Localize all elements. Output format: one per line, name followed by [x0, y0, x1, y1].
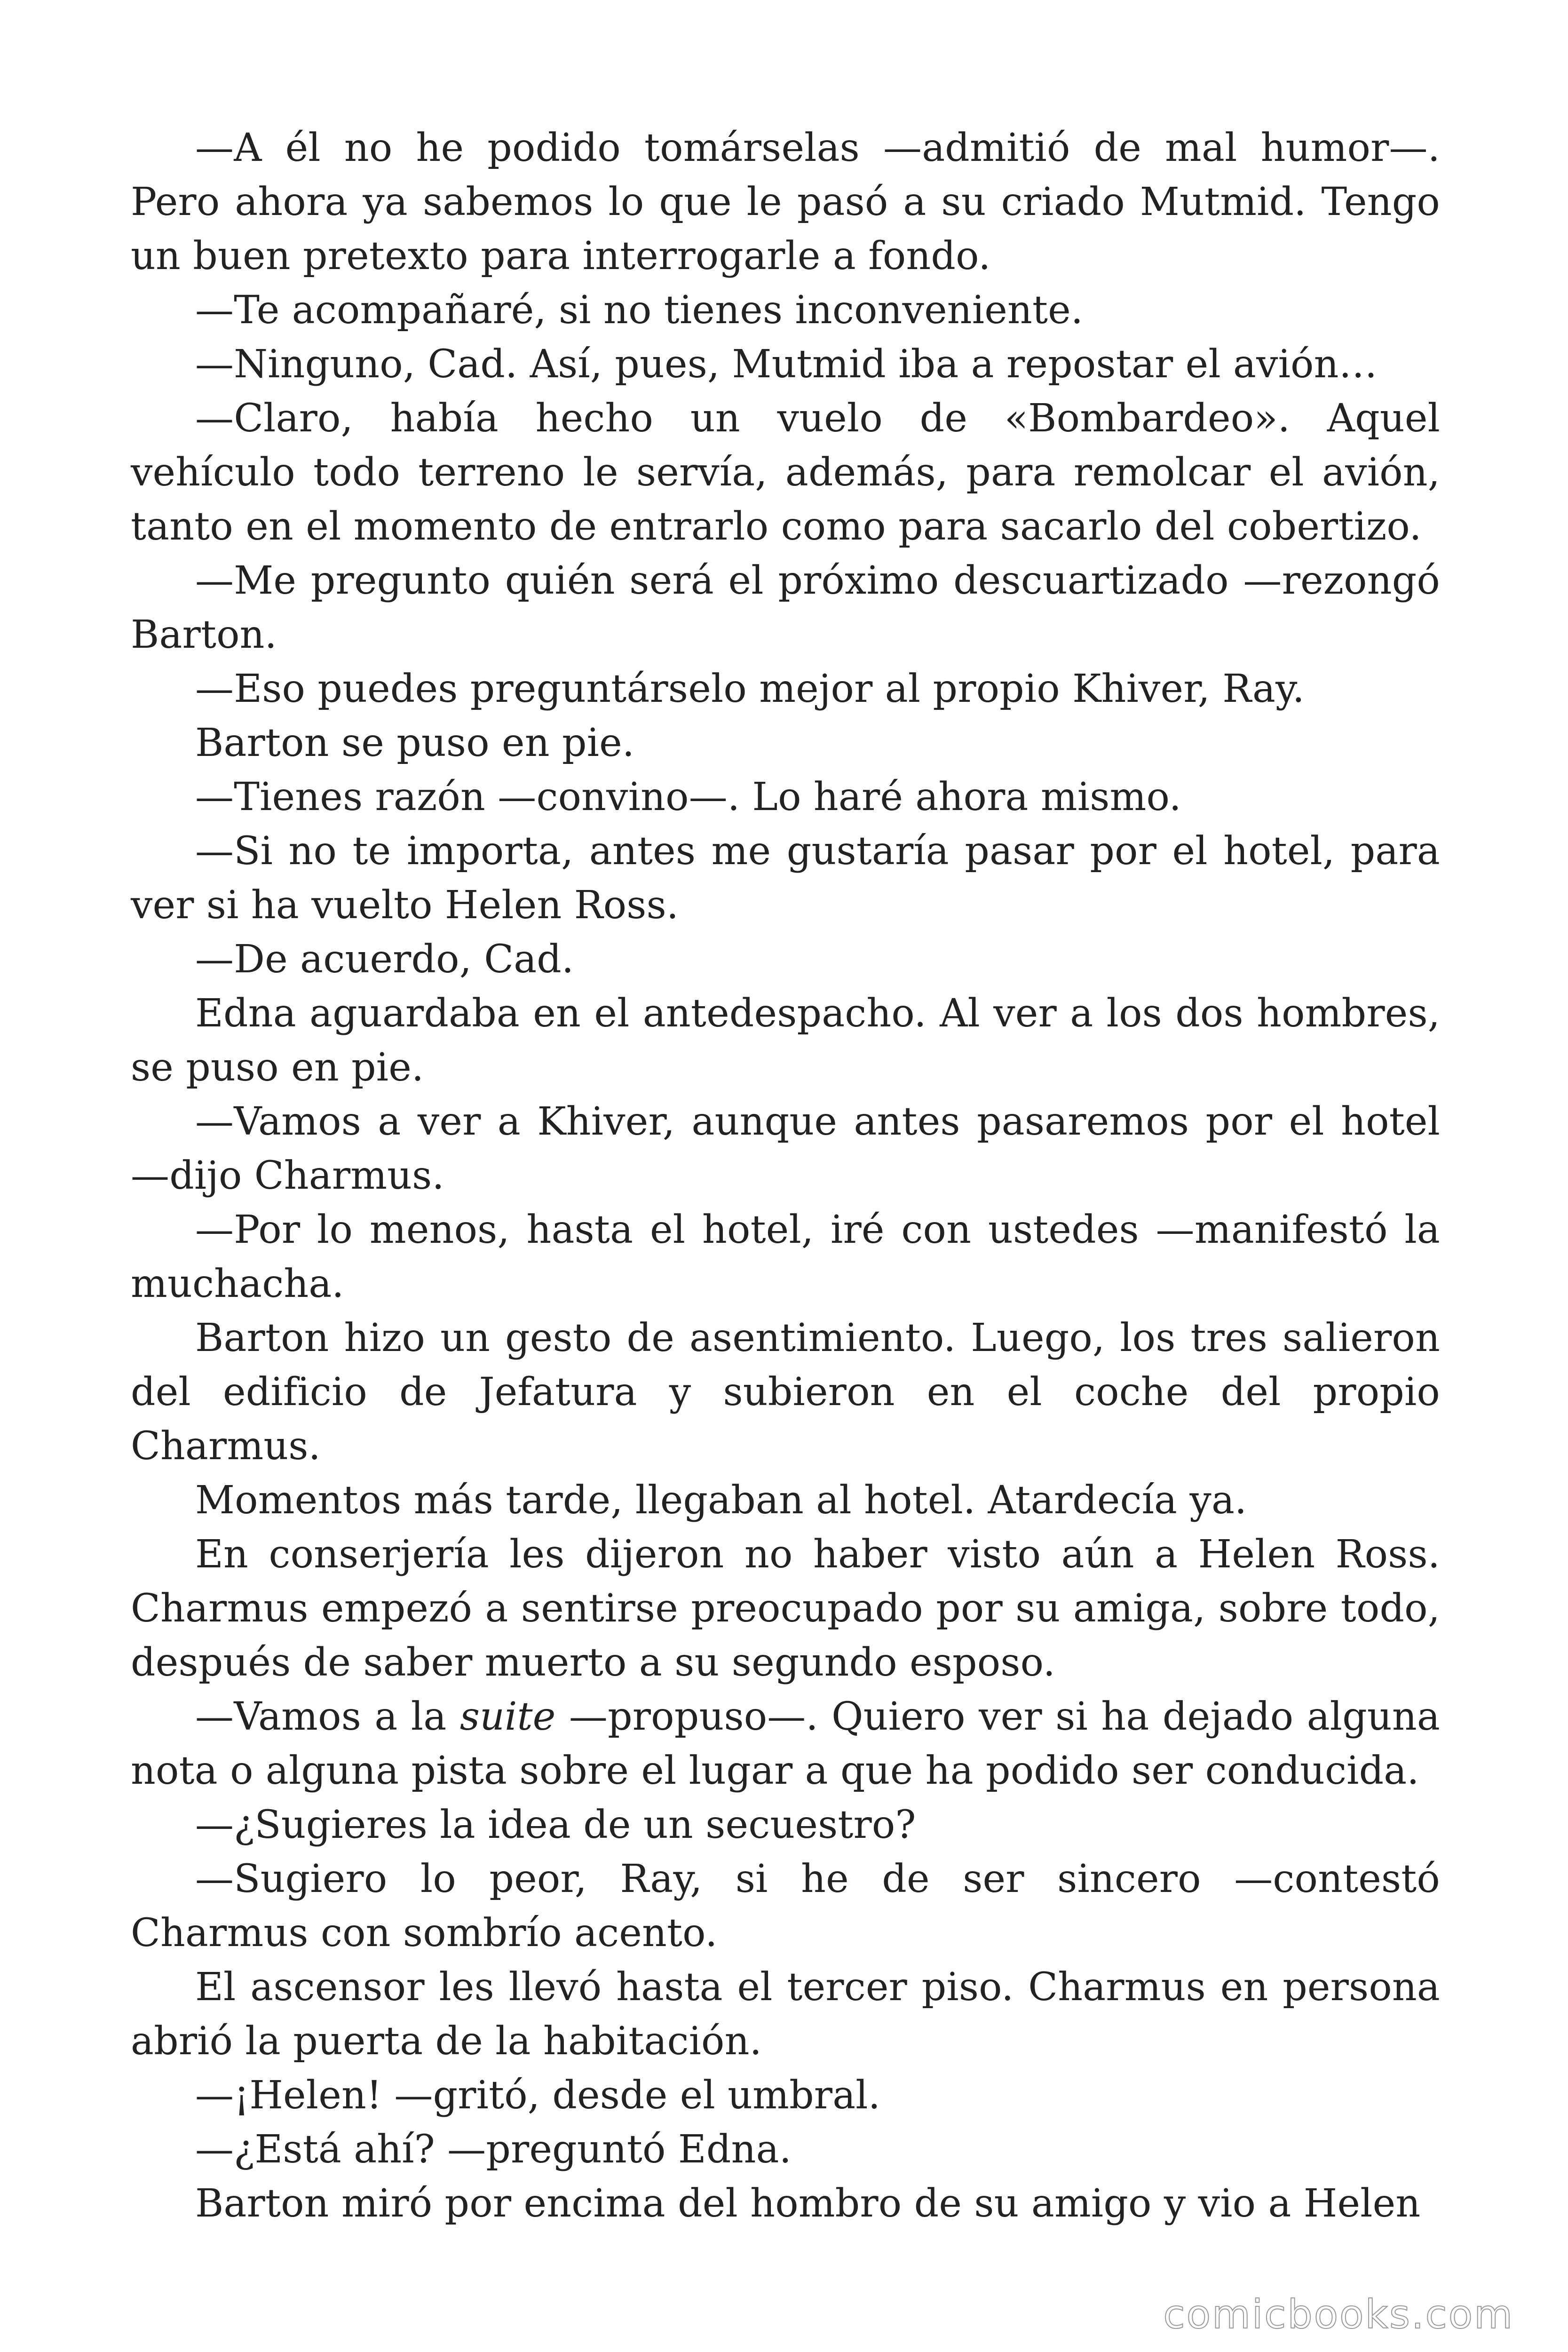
paragraph: —Te acompañaré, si no tienes inconveniente.: [195, 288, 1084, 333]
paragraph-text-before: —Vamos a la: [195, 1694, 460, 1739]
paragraph: En conserjería les dijeron no haber visto aún a Helen Ross. Charmus empezó a sentirse preocupado por su amiga, sobre todo, después de saber muerto a su segundo esposo.: [131, 1532, 1440, 1685]
italic-word: suite: [459, 1694, 556, 1739]
paragraph: —De acuerdo, Cad.: [195, 937, 574, 982]
paragraph: Barton se puso en pie.: [195, 721, 635, 765]
paragraph: —Me pregunto quién será el próximo descuartizado —rezongó Barton.: [131, 558, 1440, 657]
paragraph-text-after: —propuso—. Quiero ver si ha dejado alguna nota o alguna pista sobre el lugar a que ha podido ser conducida.: [131, 1694, 1441, 1793]
paragraph: —A él no he podido tomárselas —admitió de mal humor—. Pero ahora ya sabemos lo que le pasó a su criado Mutmid. Tengo un buen pretexto para interrogarle a fondo.: [131, 126, 1440, 278]
watermark: comicbooks.com: [1163, 2291, 1514, 2337]
paragraph: —Si no te importa, antes me gustaría pasar por el hotel, para ver si ha vuelto Helen Ross.: [131, 829, 1440, 928]
paragraph: —Eso puedes preguntárselo mejor al propio Khiver, Ray.: [195, 667, 1305, 711]
paragraph: —Sugiero lo peor, Ray, si he de ser sincero —contestó Charmus con sombrío acento.: [131, 1857, 1440, 1955]
paragraph: —Por lo menos, hasta el hotel, iré con ustedes —manifestó la muchacha.: [131, 1208, 1440, 1306]
paragraph: Edna aguardaba en el antedespacho. Al ver a los dos hombres, se puso en pie.: [131, 991, 1440, 1090]
paragraph: El ascensor les llevó hasta el tercer piso. Charmus en persona abrió la puerta de la habitación.: [131, 1965, 1440, 2064]
paragraph: Momentos más tarde, llegaban al hotel. Atardecía ya.: [195, 1478, 1247, 1523]
paragraph: [131, 1690, 1440, 1798]
paragraph: —Tienes razón —convino—. Lo haré ahora mismo.: [195, 775, 1181, 819]
paragraph: —Claro, había hecho un vuelo de «Bombardeo». Aquel vehículo todo terreno le servía, además, para remolcar el avión, tanto en el momento de entrarlo como para sacarlo del cobertizo.: [131, 396, 1440, 549]
paragraph: —¿Está ahí? —preguntó Edna.: [195, 2127, 792, 2172]
paragraph: —¿Sugieres la idea de un secuestro?: [195, 1803, 916, 1847]
paragraph: —Ninguno, Cad. Así, pues, Mutmid iba a repostar el avión…: [195, 342, 1378, 387]
paragraph: —Vamos a ver a Khiver, aunque antes pasaremos por el hotel —dijo Charmus.: [131, 1099, 1440, 1198]
book-page: [131, 121, 1440, 2231]
paragraph: —¡Helen! —gritó, desde el umbral.: [195, 2073, 880, 2118]
paragraph: Barton hizo un gesto de asentimiento. Luego, los tres salieron del edificio de Jefatura y subieron en el coche del propio Charmus.: [131, 1316, 1440, 1469]
paragraph: Barton miró por encima del hombro de su amigo y vio a Helen: [195, 2181, 1421, 2226]
